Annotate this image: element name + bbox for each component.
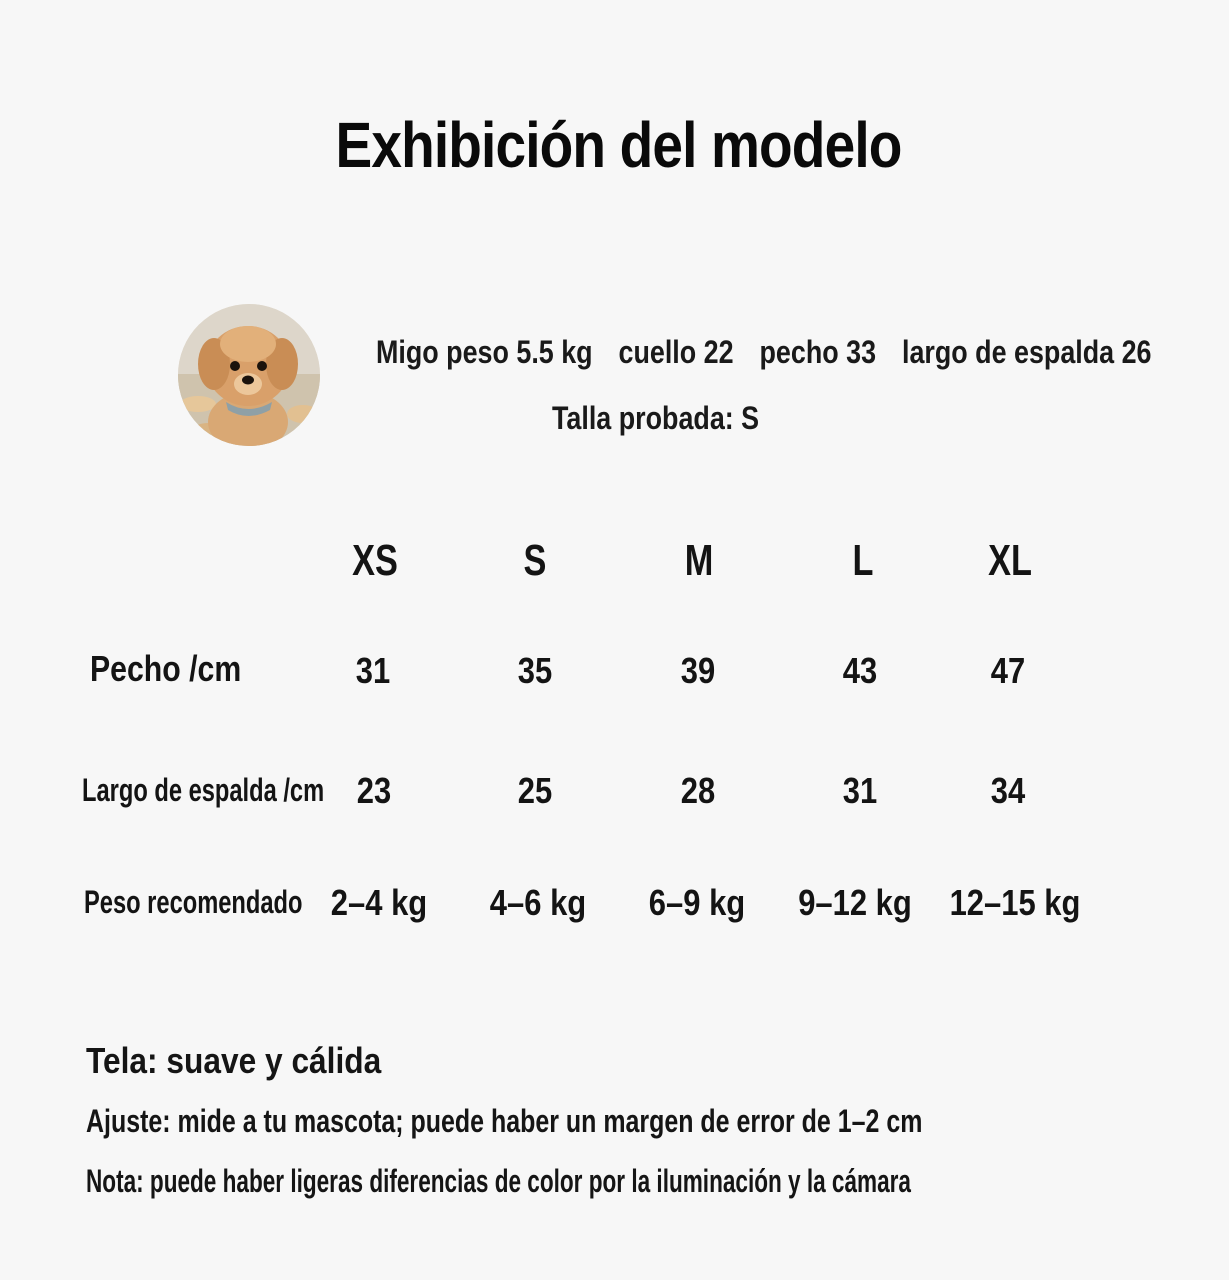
chest-m: 39 (680, 650, 716, 691)
chest-l: 43 (842, 650, 878, 691)
row-label-chest: Pecho /cm (90, 648, 242, 689)
model-chest: pecho 33 (759, 334, 877, 370)
back-xs: 23 (356, 770, 392, 811)
size-header-xl: XL (988, 536, 1032, 585)
chest-s: 35 (517, 650, 553, 691)
dog-photo-illustration (178, 304, 320, 446)
back-m: 28 (680, 770, 716, 811)
model-measurements (376, 334, 1151, 371)
model-weight: Migo peso 5.5 kg (376, 334, 593, 370)
size-header-s: S (523, 536, 547, 585)
fit-note: Ajuste: mide a tu mascota; puede haber un margen de error de 1–2 cm (86, 1103, 923, 1139)
model-back-length: largo de espalda 26 (901, 334, 1152, 370)
weight-m: 6–9 kg (648, 882, 746, 923)
fabric-note: Tela: suave y cálida (86, 1040, 382, 1081)
model-neck: cuello 22 (618, 334, 734, 370)
weight-xl: 12–15 kg (949, 882, 1081, 923)
page-title: Exhibición del modelo (335, 109, 902, 181)
weight-xs: 2–4 kg (330, 882, 428, 923)
size-header-l: L (852, 536, 874, 585)
model-tried-size: Talla probada: S (552, 400, 760, 436)
back-s: 25 (517, 770, 553, 811)
chest-xl: 47 (990, 650, 1026, 691)
back-xl: 34 (990, 770, 1026, 811)
row-label-recommended-weight: Peso recomendado (84, 884, 303, 920)
size-header-xs: XS (352, 536, 398, 585)
back-l: 31 (842, 770, 878, 811)
row-label-back-length: Largo de espalda /cm (82, 772, 325, 808)
color-note: Nota: puede haber ligeras diferencias de color por la iluminación y la cámara (86, 1163, 911, 1199)
weight-s: 4–6 kg (489, 882, 587, 923)
chest-xs: 31 (355, 650, 391, 691)
dog-avatar (178, 304, 320, 446)
size-header-m: M (684, 536, 714, 585)
weight-l: 9–12 kg (798, 882, 912, 923)
